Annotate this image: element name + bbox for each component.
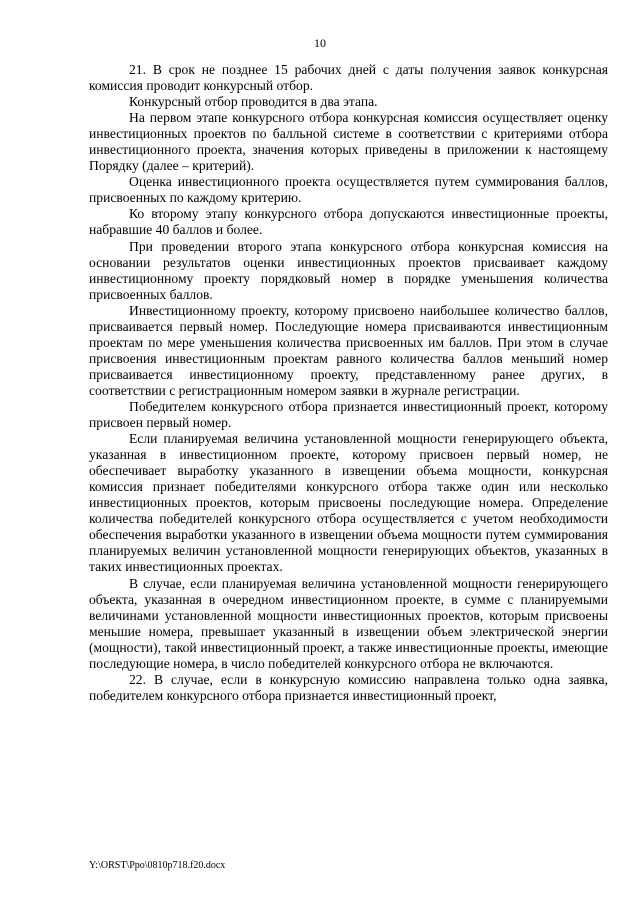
paragraph-second-stage-admission: Ко второму этапу конкурсного отбора допускаются инвестиционные проекты, набравшие 40 баллов и более.: [89, 206, 608, 238]
paragraph-capacity-exceeded: В случае, если планируемая величина установленной мощности генерирующего объекта, указанная в очередном инвестиционном проекте, в сумме с планируемыми величинами установленной мощности инвестиционных проектов, которым присвоены меньшие номера, превышает указанный в извещении объем электрической энергии (мощности), такой инвестиционный проект, а также инвестиционные проекты, имеющие последующие номера, в число победителей конкурсного отбора не включаются.: [89, 575, 608, 671]
paragraph-22-single-application: 22. В случае, если в конкурсную комиссию направлена только одна заявка, победителем конкурсного отбора признается инвестиционный проект,: [89, 671, 608, 703]
paragraph-multiple-winners: Если планируемая величина установленной мощности генерирующего объекта, указанная в инвестиционном проекте, которому присвоен первый номер, не обеспечивает выработку указанного в извещении объема мощности, конкурсная комиссия признает победителями конкурсного отбора также один или несколько инвестиционных проектов, которым присвоены последующие номера. Определение количества победителей конкурсного отбора осуществляется с учетом необходимости обеспечения выработки указанного в извещении объема мощности путем суммирования планируемых величин установленной мощности генерирующих объектов, указанных в таких инвестиционных проектах.: [89, 431, 608, 575]
page-number: 10: [314, 36, 326, 50]
paragraph-winner: Победителем конкурсного отбора признается инвестиционный проект, которому присвоен первый номер.: [89, 398, 608, 431]
paragraph-score-summation: Оценка инвестиционного проекта осуществляется путем суммирования баллов, присвоенных по каждому критерию.: [89, 174, 608, 206]
footer-file-path: Y:\ORST\Ppo\0810p718.f20.docx: [89, 860, 226, 871]
paragraph-first-stage: На первом этапе конкурсного отбора конкурсная комиссия осуществляет оценку инвестиционных проектов по балльной системе в соответствии с критериями отбора инвестиционного проекта, значения которых приведены в приложении к настоящему Порядку (далее – критерий).: [89, 110, 608, 174]
document-body: [89, 62, 608, 704]
paragraph-two-stages: Конкурсный отбор проводится в два этапа.: [129, 94, 378, 110]
paragraph-first-number-rule: Инвестиционному проекту, которому присвоено наибольшее количество баллов, присваивается первый номер. Последующие номера присваиваются инвестиционным проектам по мере уменьшения количества присвоенных им баллов. При этом в случае присвоения инвестиционным проектам равного количества баллов меньший номер присваивается инвестиционному проекту, представленному ранее других, в соответствии с регистрационным номером заявки в журнале регистрации.: [89, 302, 608, 398]
paragraph-second-stage-numbering: При проведении второго этапа конкурсного отбора конкурсная комиссия на основании результатов оценки инвестиционных проектов присваивает каждому инвестиционному проекту порядковый номер в порядке уменьшения количества присвоенных баллов.: [89, 238, 608, 302]
paragraph-21-deadline: 21. В срок не позднее 15 рабочих дней с даты получения заявок конкурсная комиссия проводит конкурсный отбор.: [89, 62, 608, 94]
